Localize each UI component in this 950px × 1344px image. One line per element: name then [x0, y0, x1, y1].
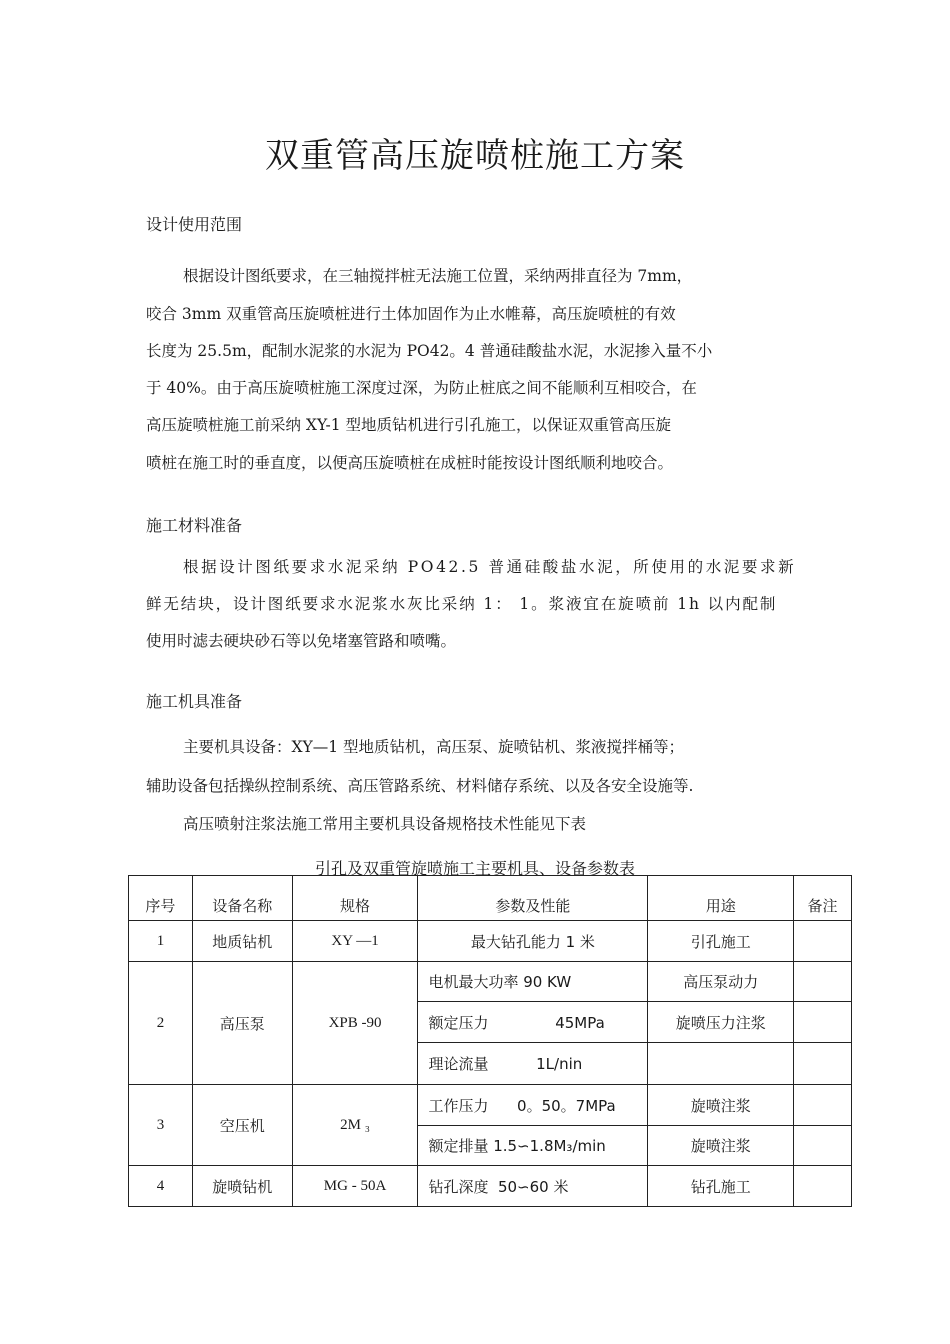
paragraph-line: 高压旋喷桩施工前采纳 XY-1 型地质钻机进行引孔施工，以保证双重管高压旋 [146, 416, 672, 434]
table-row [129, 921, 852, 962]
table-row [129, 962, 852, 1002]
cell-use: 旋喷压力注浆 [648, 1002, 794, 1043]
cell-no: 1 [129, 921, 193, 962]
section-heading-materials: 施工材料准备 [146, 516, 243, 535]
cell-param: 理论流量 1L/nin [418, 1043, 648, 1085]
cell-use: 钻孔施工 [648, 1166, 794, 1207]
cell-name: 高压泵 [192, 962, 292, 1085]
header-no: 序号 [129, 876, 193, 921]
cell-remark [794, 921, 852, 962]
section-heading-design-scope: 设计使用范围 [146, 215, 243, 234]
cell-remark [794, 1126, 852, 1166]
section-heading-equipment: 施工机具准备 [146, 692, 243, 711]
paragraph-line: 使用时滤去硬块砂石等以免堵塞管路和喷嘴。 [146, 632, 457, 650]
cell-name: 空压机 [192, 1085, 292, 1166]
cell-remark [794, 1043, 852, 1085]
paragraph-line: 鲜无结块，设计图纸要求水泥浆水灰比采纳 1： 1。浆液宜在旋喷前 1h 以内配制 [146, 595, 778, 613]
cell-use [648, 1043, 794, 1085]
cell-name: 地质钻机 [192, 921, 292, 962]
cell-param: 额定压力 45MPa [418, 1002, 648, 1043]
cell-param: 工作压力 0。50。7MPa [418, 1085, 648, 1126]
paragraph-line: 根据设计图纸要求水泥采纳 PO42.5 普通硅酸盐水泥，所使用的水泥要求新 [183, 558, 797, 576]
cell-spec: XY —1 [292, 921, 418, 962]
cell-spec: MG - 50A [292, 1166, 418, 1207]
cell-spec: XPB -90 [292, 962, 418, 1085]
cell-use: 高压泵动力 [648, 962, 794, 1002]
table-header-row [129, 876, 852, 921]
header-spec: 规格 [292, 876, 418, 921]
cell-remark [794, 1166, 852, 1207]
paragraph-line: 于 40%。由于高压旋喷桩施工深度过深，为防止桩底之间不能顺利互相咬合，在 [146, 379, 697, 397]
paragraph-line: 高压喷射注浆法施工常用主要机具设备规格技术性能见下表 [183, 815, 587, 833]
cell-use: 旋喷注浆 [648, 1085, 794, 1126]
cell-param: 钻孔深度 50∽60 米 [418, 1166, 648, 1207]
header-name: 设备名称 [192, 876, 292, 921]
header-use: 用途 [648, 876, 794, 921]
cell-use: 引孔施工 [648, 921, 794, 962]
table-row [129, 1166, 852, 1207]
header-params: 参数及性能 [418, 876, 648, 921]
cell-remark [794, 962, 852, 1002]
cell-use: 旋喷注浆 [648, 1126, 794, 1166]
cell-remark [794, 1085, 852, 1126]
paragraph-line: 主要机具设备：XY—1 型地质钻机，高压泵、旋喷钻机、浆液搅拌桶等； [183, 738, 685, 756]
page-title: 双重管高压旋喷桩施工方案 [265, 136, 685, 176]
header-remark: 备注 [794, 876, 852, 921]
cell-remark [794, 1002, 852, 1043]
paragraph-line: 根据设计图纸要求，在三轴搅拌桩无法施工位置，采纳两排直径为 7mm， [183, 267, 693, 285]
cell-no: 4 [129, 1166, 193, 1207]
cell-param: 电机最大功率 90 KW [418, 962, 648, 1002]
table-row [129, 1085, 852, 1126]
paragraph-line: 长度为 25.5m，配制水泥浆的水泥为 PO42。4 普通硅酸盐水泥，水泥掺入量不小 [146, 342, 713, 360]
cell-no: 3 [129, 1085, 193, 1166]
cell-no: 2 [129, 962, 193, 1085]
cell-param: 额定排量 1.5∽1.8M₃/min [418, 1126, 648, 1166]
paragraph-line: 咬合 3mm 双重管高压旋喷桩进行土体加固作为止水帷幕，高压旋喷桩的有效 [146, 305, 676, 323]
cell-spec: 2M ₃ [292, 1085, 418, 1166]
paragraph-line: 喷桩在施工时的垂直度，以便高压旋喷桩在成桩时能按设计图纸顺利地咬合。 [146, 454, 674, 472]
equipment-table [128, 875, 852, 1207]
paragraph-line: 辅助设备包括操纵控制系统、高压管路系统、材料储存系统、以及各安全设施等. [146, 777, 694, 795]
table-caption: 引孔及双重管旋喷施工主要机具、设备参数表 [314, 859, 635, 878]
cell-name: 旋喷钻机 [192, 1166, 292, 1207]
cell-param: 最大钻孔能力 1 米 [418, 921, 648, 962]
